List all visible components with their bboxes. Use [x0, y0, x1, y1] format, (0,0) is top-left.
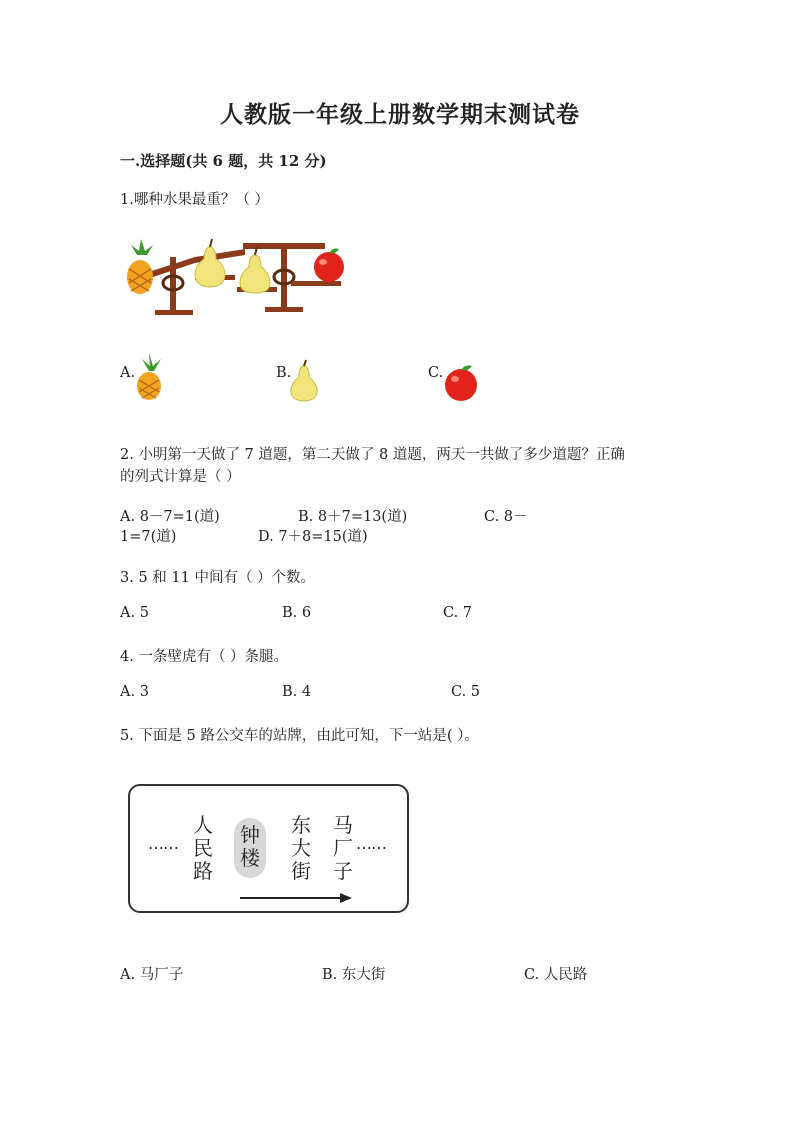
question-3-option-b[interactable]: B. 6 — [282, 605, 312, 621]
question-2-option-c[interactable]: C. 8－ — [484, 509, 528, 525]
apple-icon — [444, 364, 480, 402]
pear-icon — [290, 362, 320, 402]
sign-dots-left: …… — [148, 834, 178, 853]
question-2-option-a[interactable]: A. 8－7=1(道) — [120, 509, 220, 525]
question-5-option-a[interactable]: A. 马厂子 — [120, 967, 184, 983]
page-title: 人教版一年级上册数学期末测试卷 — [220, 101, 580, 128]
question-4-option-b[interactable]: B. 4 — [282, 684, 312, 700]
question-2-option-d[interactable]: D. 7＋8=15(道) — [258, 529, 368, 545]
stop-east-street: 东大街 — [291, 813, 311, 883]
question-3-option-c[interactable]: C. 7 — [443, 605, 473, 621]
question-4-option-a[interactable]: A. 3 — [120, 684, 149, 700]
question-1-option-a[interactable]: A. — [120, 365, 136, 381]
question-5-text: 5. 下面是 5 路公交车的站牌，由此可知，下一站是( ）。 — [120, 728, 479, 744]
balance-scales-illustration — [115, 235, 355, 325]
stop-renmin-road: 人民路 — [193, 813, 213, 883]
question-1-option-c[interactable]: C. — [428, 365, 444, 381]
question-3-text: 3. 5 和 11 中间有（ ）个数。 — [120, 570, 316, 586]
question-2-text-line1: 2. 小明第一天做了 7 道题，第二天做了 8 道题，两天一共做了多少道题？正确 — [120, 447, 625, 463]
question-1-text: 1.哪种水果最重？（ ） — [120, 192, 269, 208]
pear-icon — [195, 239, 225, 287]
question-5-option-c[interactable]: C. 人民路 — [524, 967, 588, 983]
section-heading: 一.选择题(共 6 题，共 12 分) — [120, 152, 327, 170]
stop-bell-tower: 钟楼 — [240, 823, 260, 870]
question-1-option-b[interactable]: B. — [276, 365, 292, 381]
question-4-text: 4. 一条壁虎有（ ）条腿。 — [120, 649, 289, 665]
question-2-text-line2: 的列式计算是（ ） — [120, 469, 241, 485]
stop-machangzi: 马厂子 — [333, 813, 353, 883]
question-4-option-c[interactable]: C. 5 — [451, 684, 481, 700]
pineapple-icon — [127, 239, 153, 294]
question-5-option-b[interactable]: B. 东大街 — [322, 967, 386, 983]
apple-icon — [314, 249, 344, 283]
pineapple-icon — [134, 353, 164, 401]
question-2-option-c-continued[interactable]: 1=7(道) — [120, 529, 177, 545]
direction-arrow-icon — [238, 891, 358, 905]
sign-dots-right: …… — [356, 834, 386, 853]
question-2-option-b[interactable]: B. 8＋7=13(道) — [298, 509, 408, 525]
question-3-option-a[interactable]: A. 5 — [120, 605, 149, 621]
